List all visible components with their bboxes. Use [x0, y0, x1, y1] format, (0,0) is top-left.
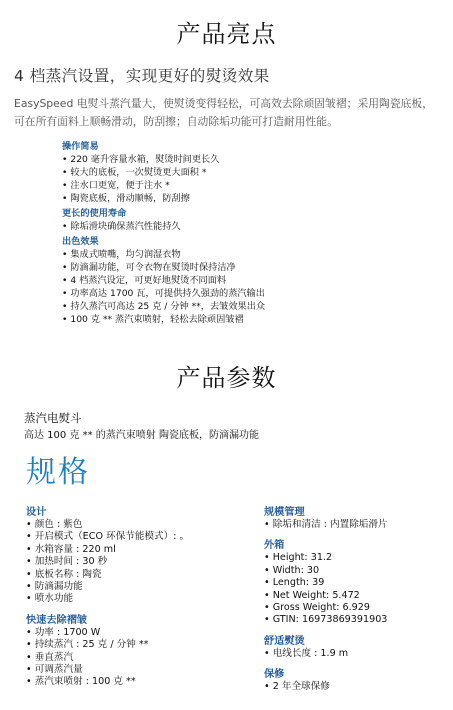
spec-item: • 除垢和清洁 : 内置除垢滑片 [264, 519, 449, 531]
product-description: 高达 100 克 ** 的蒸汽束喷射 陶瓷底板，防滴漏功能 [24, 430, 259, 441]
highlights-intro: EasySpeed 电熨斗蒸汽量大，使熨烫变得轻松，可高效去除顽固皱褶；采用陶瓷底板，可在所有面料上顺畅滑动，防刮擦；自动除垢功能可打造耐用性能。 [14, 97, 434, 128]
feature-item: • 功率高达 1700 瓦，可提供持久强劲的蒸汽输出 [62, 287, 382, 300]
spec-section-heading: 设计 [26, 507, 47, 518]
spec-title: 规格 [26, 455, 90, 490]
feature-item: • 220 毫升容量水箱，熨烫时间更长久 [62, 153, 382, 166]
feature-item: • 除垢滑块确保蒸汽性能持久 [62, 220, 382, 233]
spec-item: • 颜色 : 紫色 [26, 519, 246, 531]
spec-section-heading: 保修 [264, 669, 285, 681]
spec-section-heading: 舒适熨烫 [264, 635, 305, 647]
spec-item: • 垂直蒸汽 [26, 652, 246, 664]
spec-item: • 电线长度 : 1.9 m [264, 648, 449, 660]
feature-item: • 陶瓷底板，滑动顺畅，防刮擦 [62, 192, 382, 205]
feature-item: • 集成式喷嘴，均匀润湿衣物 [62, 248, 382, 261]
spec-item: • 2 年全球保修 [264, 681, 449, 693]
spec-column-left [26, 506, 246, 689]
feature-item: • 100 克 ** 蒸汽束喷射，轻松去除顽固皱褶 [62, 313, 382, 326]
spec-item: • 底板名称 : 陶瓷 [26, 569, 246, 581]
highlights-title: 产品亮点 [176, 20, 277, 48]
feature-group-heading: 更长的使用寿命 [62, 208, 127, 219]
feature-item: • 4 档蒸汽设定，可更好地熨烫不同面料 [62, 274, 382, 287]
feature-group-heading: 出色效果 [62, 236, 99, 247]
feature-list [62, 140, 382, 326]
spec-item: • 可调蒸汽量 [26, 664, 246, 676]
spec-section-heading: 快速去除褶皱 [26, 614, 88, 626]
highlights-subtitle: 4 档蒸汽设置，实现更好的熨烫效果 [14, 67, 270, 85]
spec-section-heading: 外箱 [264, 540, 285, 552]
spec-item: • 开启模式（ECO 环保节能模式）: 。 [26, 531, 246, 543]
spec-item: • 喷水功能 [26, 593, 246, 605]
spec-item: • Height: 31.2 [264, 552, 449, 564]
spec-item: • Gross Weight: 6.929 [264, 602, 449, 614]
spec-item: • Width: 30 [264, 565, 449, 577]
spec-column-right [264, 506, 449, 694]
spec-item: • 防滴漏功能 [26, 581, 246, 593]
spec-item: • 功率 : 1700 W [26, 627, 246, 639]
spec-item: • 蒸汽束喷射 : 100 克 ** [26, 676, 246, 688]
feature-item: • 较大的底板，一次熨烫更大面积 * [62, 166, 382, 179]
spec-item: • 水箱容量 : 220 ml [26, 544, 246, 556]
params-title: 产品参数 [176, 364, 277, 392]
feature-item: • 注水口更宽，便于注水 * [62, 179, 382, 192]
feature-item: • 持久蒸汽可高达 25 克 / 分钟 **，去皱效果出众 [62, 300, 382, 313]
spec-item: • 加热时间 : 30 秒 [26, 556, 246, 568]
spec-item: • 持续蒸汽 : 25 克 / 分钟 ** [26, 639, 246, 651]
feature-group-heading: 操作简易 [62, 141, 99, 152]
feature-item: • 防滴漏功能，可令衣物在熨烫时保持洁净 [62, 261, 382, 274]
spec-section-heading: 规模管理 [264, 507, 305, 518]
spec-item: • Length: 39 [264, 577, 449, 589]
spec-item: • Net Weight: 5.472 [264, 590, 449, 602]
product-name: 蒸汽电熨斗 [24, 411, 82, 425]
spec-item: • GTIN: 16973869391903 [264, 614, 449, 626]
